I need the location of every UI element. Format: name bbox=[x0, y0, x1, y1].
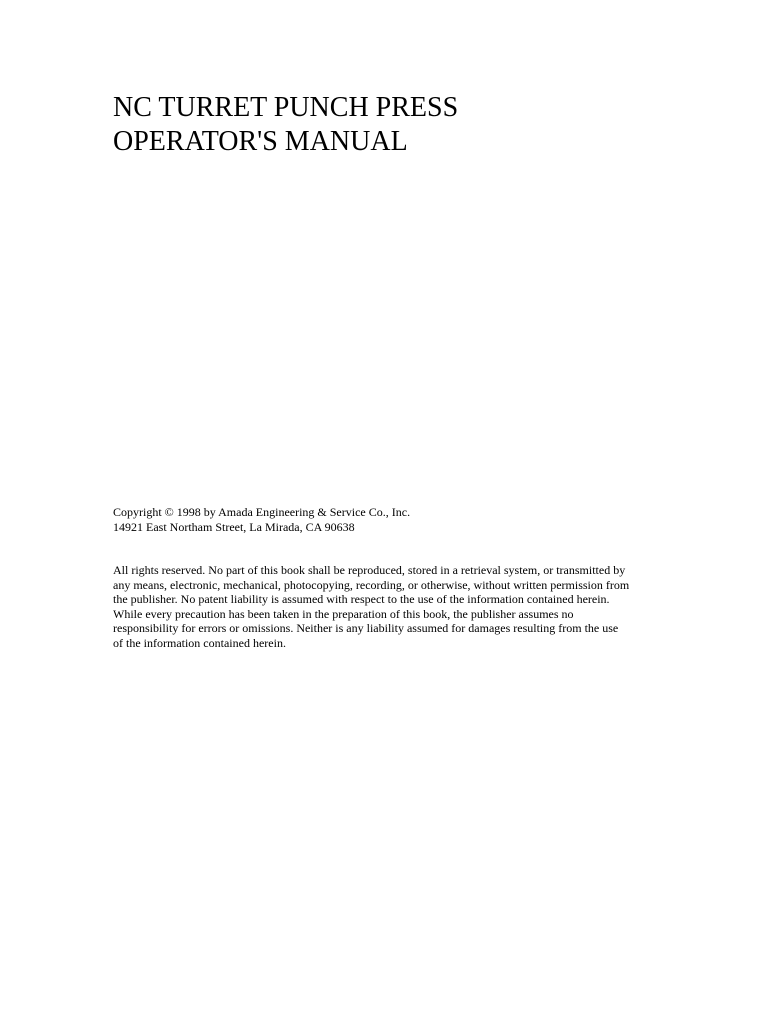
rights-line: While every precaution has been taken in the preparation of this book, the publisher assumes no bbox=[113, 606, 574, 621]
rights-line: of the information contained herein. bbox=[113, 635, 286, 650]
title-line: OPERATOR'S MANUAL bbox=[113, 126, 408, 157]
copyright-line: Copyright © 1998 by Amada Engineering & Service Co., Inc. bbox=[113, 505, 411, 519]
rights-line: the publisher. No patent liability is assumed with respect to the use of the information contained herein. bbox=[113, 592, 610, 607]
address-line: 14921 East Northam Street, La Mirada, CA 90638 bbox=[113, 519, 355, 534]
title-line: NC TURRET PUNCH PRESS bbox=[113, 92, 459, 123]
rights-line: any means, electronic, mechanical, photocopying, recording, or otherwise, without written permission from bbox=[113, 577, 630, 592]
rights-line: responsibility for errors or omissions. Neither is any liability assumed for damages resulting from the use bbox=[113, 621, 619, 636]
rights-line: All rights reserved. No part of this book shall be reproduced, stored in a retrieval system, or transmitted by bbox=[113, 563, 626, 577]
copyright-notice bbox=[113, 505, 673, 534]
rights-statement bbox=[113, 563, 673, 651]
manual-title bbox=[113, 91, 673, 159]
